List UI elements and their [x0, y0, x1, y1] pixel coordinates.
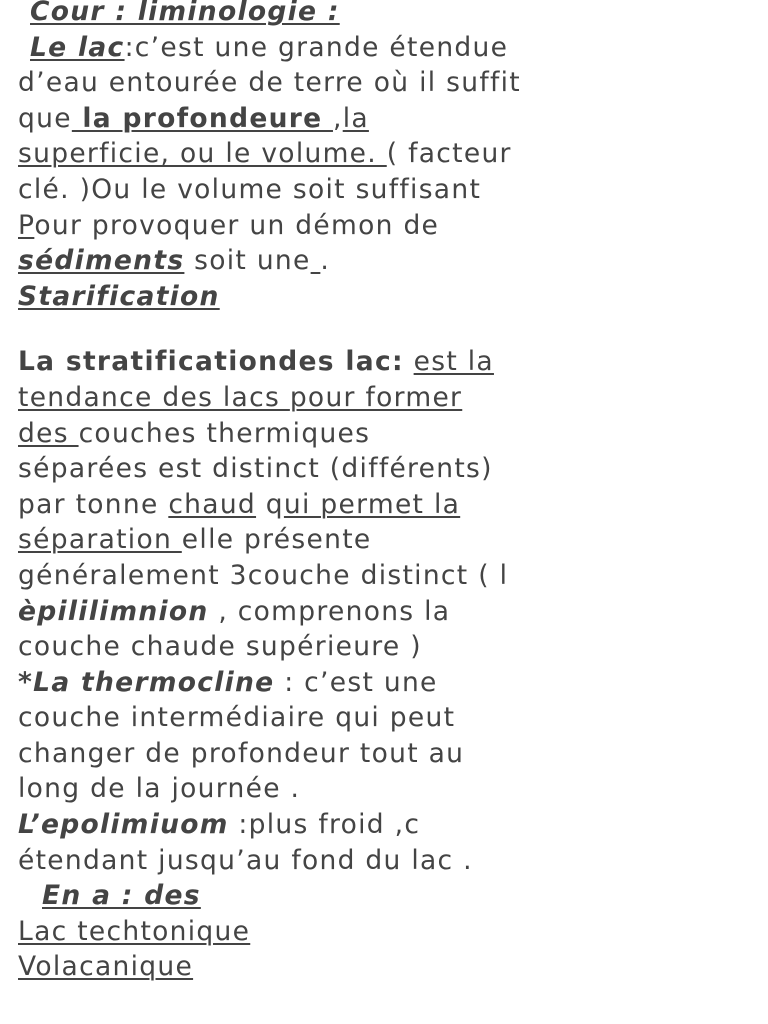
- text-span-underlined: tendance des lacs: [18, 381, 290, 413]
- text-line: [18, 172, 754, 208]
- term-sediments: sédiments: [18, 245, 185, 277]
- text-span: soit une: [184, 245, 311, 277]
- text-span-underlined: P: [18, 209, 35, 241]
- text-span-underlined: des: [18, 417, 79, 449]
- text-span: , comprenons la: [208, 595, 451, 627]
- text-span: couche chaude supérieure ): [18, 631, 422, 663]
- text-span-underlined: pour former: [289, 381, 463, 413]
- text-line: [18, 736, 754, 772]
- text-line: [18, 136, 754, 172]
- text-line: [18, 807, 754, 843]
- text-line: [18, 843, 754, 879]
- text-line: [18, 914, 754, 950]
- text-line: [18, 65, 754, 101]
- text-span: étendant jusqu’au fond du lac .: [18, 844, 473, 876]
- course-title: Cour : liminologie :: [30, 0, 340, 27]
- section-heading-stratification: La stratificationdes lac:: [18, 346, 404, 378]
- text-span: séparées est distinct (différents): [18, 453, 493, 485]
- text-span: ,: [332, 102, 343, 134]
- text-span-underlined: [311, 245, 321, 276]
- text-line: [18, 101, 754, 137]
- text-line: [18, 522, 754, 558]
- term-epilimnion: èpililimnion: [18, 595, 209, 627]
- text-span: elle présente: [181, 524, 372, 556]
- text-line: [18, 344, 754, 380]
- term-epolimiuom: L’epolimiuom: [18, 809, 229, 841]
- text-span: généralement 3couche distinct ( l: [18, 559, 509, 591]
- text-line: [18, 665, 754, 701]
- subheading-en-a-des: En a : des: [42, 880, 201, 912]
- text-span: q: [256, 488, 284, 520]
- text-span-underlined: ui permet la: [283, 488, 461, 520]
- term-starification: Starification: [18, 280, 220, 312]
- text-span: our provoquer un démon de: [34, 209, 440, 241]
- text-line: [18, 30, 754, 66]
- term-thermocline: *La thermocline: [18, 666, 275, 698]
- term-profondeure: la profondeure: [71, 102, 333, 134]
- list-item-lac-techtonique: Lac techtonique: [18, 915, 251, 947]
- text-line: [18, 594, 754, 630]
- text-span: couche intermédiaire qui peut: [18, 702, 456, 734]
- text-line: [18, 558, 754, 594]
- course-title-line: [18, 0, 754, 30]
- text-span: couches thermiques: [78, 417, 371, 449]
- text-line: [18, 949, 754, 985]
- text-span: :c’est une grande étendue: [124, 31, 509, 63]
- text-line: [18, 878, 754, 914]
- text-span: :plus froid ,c: [228, 809, 421, 841]
- text-line: [18, 208, 754, 244]
- text-span-underlined: superficie, ou le volume.: [18, 138, 387, 170]
- text-line: [18, 279, 754, 315]
- text-span-underlined: la: [342, 102, 369, 134]
- text-span: .: [320, 245, 331, 277]
- text-line: [18, 243, 754, 279]
- text-line: [18, 629, 754, 665]
- text-span: [404, 346, 414, 377]
- text-span-underlined: séparation: [18, 524, 182, 556]
- text-line: [18, 451, 754, 487]
- text-span: ( facteur: [386, 138, 512, 170]
- text-span: par tonne: [18, 488, 169, 520]
- text-span: long de la journée .: [18, 773, 301, 805]
- term-le-lac: Le lac: [30, 31, 125, 63]
- text-line: [18, 771, 754, 807]
- text-span-underlined: est la: [413, 346, 494, 378]
- text-span: : c’est une: [274, 666, 438, 698]
- text-line: [18, 380, 754, 416]
- text-span-underlined: chaud: [168, 488, 257, 520]
- paragraph-gap: [18, 314, 754, 344]
- text-span: changer de profondeur tout au: [18, 737, 465, 769]
- text-span: que: [18, 102, 72, 134]
- text-line: [18, 700, 754, 736]
- text-line: [18, 416, 754, 452]
- list-item-volacanique: Volacanique: [18, 951, 194, 983]
- text-span: clé. )Ou le volume soit suffisant: [18, 173, 482, 205]
- text-line: [18, 487, 754, 523]
- text-span: d’eau entourée de terre où il suffit: [18, 67, 521, 99]
